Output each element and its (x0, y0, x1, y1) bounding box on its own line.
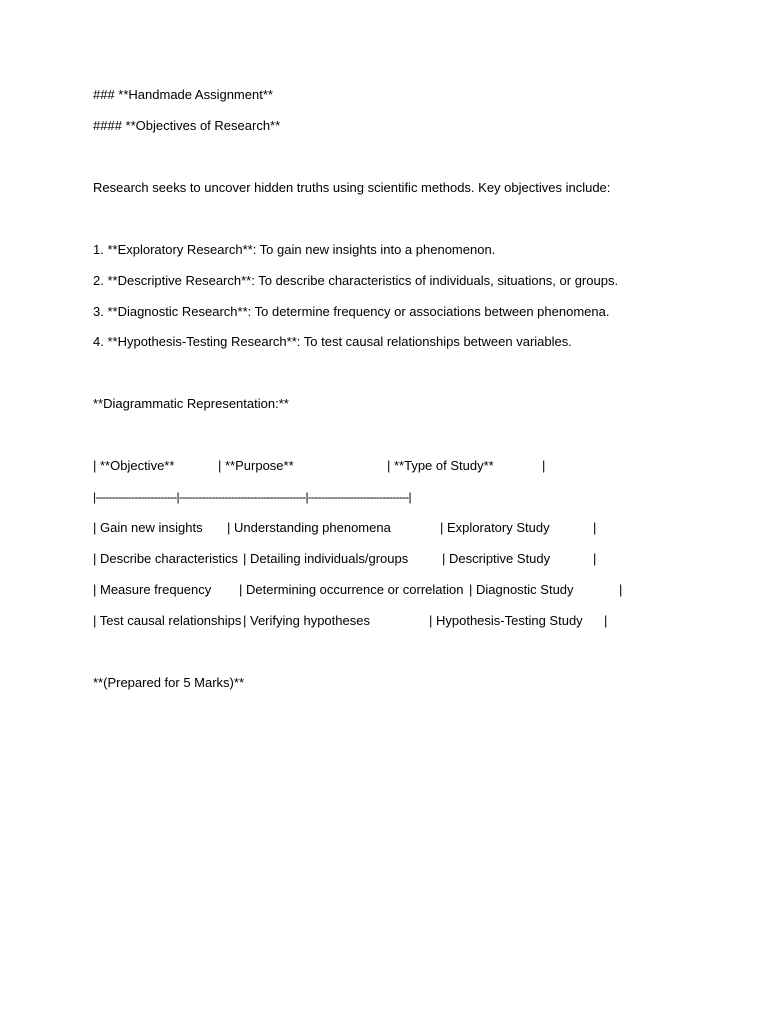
table-cell-type: | Hypothesis-Testing Study (429, 613, 583, 628)
table-cell-objective: | Describe characteristics (93, 551, 238, 566)
table-cell-purpose: | Understanding phenomena (227, 520, 391, 535)
table-cell-objective: | Test causal relationships (93, 613, 242, 628)
footer-note: **(Prepared for 5 Marks)** (93, 675, 244, 690)
table-cell-objective: | Measure frequency (93, 582, 212, 597)
table-row (93, 520, 653, 536)
objective-item-1: 1. **Exploratory Research**: To gain new insights into a phenomenon. (93, 242, 496, 257)
table-cell-purpose: | Verifying hypotheses (243, 613, 370, 628)
diagram-label: **Diagrammatic Representation:** (93, 396, 289, 411)
table-header-objective: | **Objective** (93, 458, 175, 473)
table-cell-end: | (593, 551, 597, 566)
table-row (93, 582, 653, 598)
table-header-row (93, 458, 653, 474)
table-cell-end: | (593, 520, 597, 535)
table-separator: |-------------------------|---------------------------------------|-------------------------------| (93, 490, 411, 504)
table-cell-purpose: | Detailing individuals/groups (243, 551, 409, 566)
table-cell-end: | (619, 582, 623, 597)
table-header-end: | (542, 458, 546, 473)
table-row (93, 613, 653, 629)
table-cell-type: | Exploratory Study (440, 520, 550, 535)
table-cell-purpose: | Determining occurrence or correlation (239, 582, 464, 597)
table-header-purpose: | **Purpose** (218, 458, 294, 473)
document-subheading: #### **Objectives of Research** (93, 118, 281, 133)
table-cell-end: | (604, 613, 608, 628)
table-cell-type: | Descriptive Study (442, 551, 551, 566)
table-cell-type: | Diagnostic Study (469, 582, 574, 597)
objective-item-4: 4. **Hypothesis-Testing Research**: To test causal relationships between variables. (93, 334, 572, 349)
objective-item-3: 3. **Diagnostic Research**: To determine frequency or associations between phenomena. (93, 304, 610, 319)
intro-paragraph: Research seeks to uncover hidden truths using scientific methods. Key objectives include: (93, 180, 611, 195)
objective-item-2: 2. **Descriptive Research**: To describe characteristics of individuals, situations, or groups. (93, 273, 619, 288)
document-heading: ### **Handmade Assignment** (93, 87, 273, 102)
table-cell-objective: | Gain new insights (93, 520, 203, 535)
table-header-type: | **Type of Study** (387, 458, 494, 473)
table-row (93, 551, 653, 567)
